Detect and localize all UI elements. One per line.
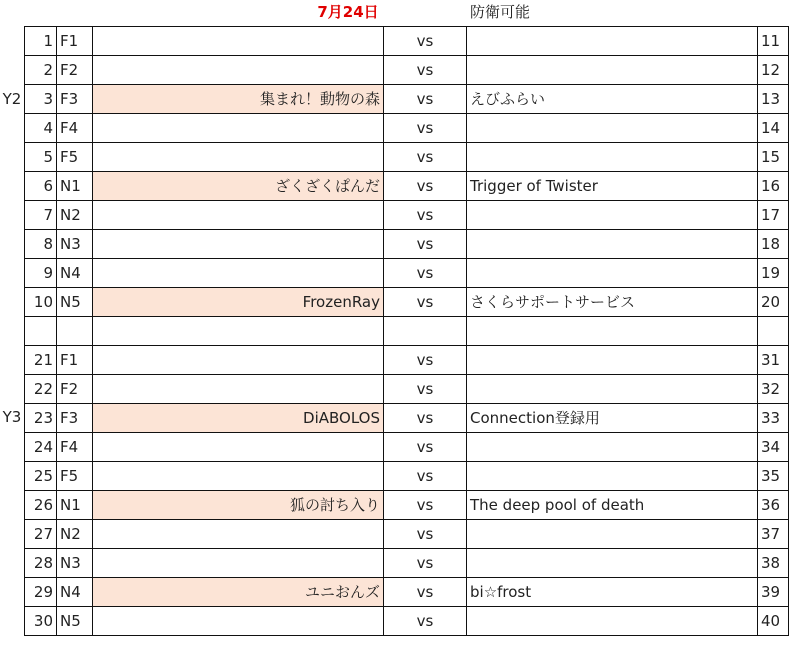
table-row [25,259,789,288]
home-team-cell[interactable] [93,549,384,578]
position-cell[interactable]: N4 [57,259,93,288]
away-team-cell[interactable] [467,375,758,404]
away-team-cell[interactable] [467,27,758,56]
separator-row [25,317,789,346]
away-team-cell[interactable] [467,259,758,288]
vs-cell[interactable]: vs [384,607,467,636]
table-row [25,346,789,375]
home-team-cell[interactable]: ざくざくぱんだ [93,172,384,201]
away-team-cell[interactable]: Connection登録用 [467,404,758,433]
opponent-number-cell[interactable]: 17 [758,201,789,230]
vs-cell[interactable]: vs [384,172,467,201]
match-number-cell[interactable] [25,317,57,346]
home-team-cell[interactable] [93,462,384,491]
home-team-cell[interactable] [93,56,384,85]
away-team-cell[interactable] [467,230,758,259]
opponent-number-cell[interactable]: 13 [758,85,789,114]
match-number-cell[interactable]: 21 [25,346,57,375]
home-team-cell[interactable] [93,375,384,404]
away-team-cell[interactable] [467,462,758,491]
opponent-number-cell[interactable]: 36 [758,491,789,520]
vs-cell[interactable]: vs [384,491,467,520]
vs-cell[interactable]: vs [384,230,467,259]
group-label-y2: Y2 [2,90,22,108]
match-number-cell[interactable]: 22 [25,375,57,404]
position-cell[interactable]: N5 [57,288,93,317]
opponent-number-cell[interactable]: 34 [758,433,789,462]
table-row [25,172,789,201]
match-number-cell[interactable]: 1 [25,27,57,56]
away-team-cell[interactable] [467,433,758,462]
table-row [25,375,789,404]
opponent-number-cell[interactable]: 16 [758,172,789,201]
home-team-cell[interactable] [93,259,384,288]
opponent-number-cell[interactable]: 40 [758,607,789,636]
vs-cell[interactable]: vs [384,201,467,230]
position-cell[interactable]: N1 [57,172,93,201]
home-team-cell[interactable] [93,607,384,636]
home-team-cell[interactable]: 狐の討ち入り [93,491,384,520]
match-number-cell[interactable]: 23 [25,404,57,433]
vs-cell[interactable]: vs [384,259,467,288]
table-row [25,491,789,520]
vs-cell[interactable]: vs [384,549,467,578]
table-row [25,578,789,607]
position-cell[interactable]: N3 [57,549,93,578]
position-cell[interactable]: F3 [57,404,93,433]
vs-cell[interactable]: vs [384,114,467,143]
position-cell[interactable]: N1 [57,491,93,520]
opponent-number-cell[interactable]: 12 [758,56,789,85]
match-number-cell[interactable]: 10 [25,288,57,317]
away-team-cell[interactable] [467,143,758,172]
home-team-cell[interactable] [93,230,384,259]
group-label-y3: Y3 [2,408,22,426]
position-cell[interactable]: F3 [57,85,93,114]
opponent-number-cell[interactable]: 32 [758,375,789,404]
match-number-cell[interactable]: 5 [25,143,57,172]
home-team-cell[interactable] [93,520,384,549]
table-row [25,85,789,114]
home-team-cell[interactable] [93,433,384,462]
match-number-cell[interactable]: 4 [25,114,57,143]
position-cell[interactable] [57,317,93,346]
table-row [25,404,789,433]
vs-cell[interactable] [384,317,467,346]
match-number-cell[interactable]: 6 [25,172,57,201]
match-number-cell[interactable]: 29 [25,578,57,607]
away-team-cell[interactable] [467,607,758,636]
home-team-cell[interactable] [93,114,384,143]
vs-cell[interactable]: vs [384,143,467,172]
table-row [25,56,789,85]
match-number-cell[interactable]: 27 [25,520,57,549]
table-row [25,520,789,549]
date-heading: 7月24日 [317,3,379,21]
opponent-number-cell[interactable] [758,317,789,346]
position-cell[interactable]: F2 [57,375,93,404]
match-table [24,26,789,636]
match-number-cell[interactable]: 8 [25,230,57,259]
position-cell[interactable]: F1 [57,27,93,56]
away-team-cell[interactable] [467,346,758,375]
opponent-number-cell[interactable]: 19 [758,259,789,288]
match-number-cell[interactable]: 24 [25,433,57,462]
away-team-cell[interactable]: bi☆frost [467,578,758,607]
vs-cell[interactable]: vs [384,462,467,491]
away-team-cell[interactable]: えびふらい [467,85,758,114]
defense-heading: 防衛可能 [470,3,531,21]
table-row [25,27,789,56]
opponent-number-cell[interactable]: 39 [758,578,789,607]
vs-cell[interactable]: vs [384,288,467,317]
home-team-cell[interactable]: DiABOLOS [93,404,384,433]
away-team-cell[interactable]: Trigger of Twister [467,172,758,201]
opponent-number-cell[interactable]: 18 [758,230,789,259]
table-row [25,607,789,636]
table-row [25,143,789,172]
vs-cell[interactable]: vs [384,85,467,114]
table-row [25,230,789,259]
away-team-cell[interactable]: The deep pool of death [467,491,758,520]
match-number-cell[interactable]: 9 [25,259,57,288]
home-team-cell[interactable]: FrozenRay [93,288,384,317]
opponent-number-cell[interactable]: 35 [758,462,789,491]
vs-cell[interactable]: vs [384,375,467,404]
home-team-cell[interactable] [93,346,384,375]
table-row [25,114,789,143]
vs-cell[interactable]: vs [384,578,467,607]
away-team-cell[interactable] [467,520,758,549]
match-number-cell[interactable]: 26 [25,491,57,520]
home-team-cell[interactable] [93,201,384,230]
opponent-number-cell[interactable]: 20 [758,288,789,317]
table-row [25,462,789,491]
away-team-cell[interactable] [467,317,758,346]
position-cell[interactable]: N2 [57,520,93,549]
position-cell[interactable]: N2 [57,201,93,230]
match-number-cell[interactable]: 28 [25,549,57,578]
away-team-cell[interactable] [467,549,758,578]
opponent-number-cell[interactable]: 38 [758,549,789,578]
away-team-cell[interactable] [467,201,758,230]
opponent-number-cell[interactable]: 33 [758,404,789,433]
position-cell[interactable]: F5 [57,143,93,172]
away-team-cell[interactable] [467,56,758,85]
position-cell[interactable]: N5 [57,607,93,636]
position-cell[interactable]: F4 [57,114,93,143]
home-team-cell[interactable]: 集まれ！動物の森 [93,85,384,114]
position-cell[interactable]: F1 [57,346,93,375]
home-team-cell[interactable] [93,317,384,346]
match-number-cell[interactable]: 2 [25,56,57,85]
match-number-cell[interactable]: 25 [25,462,57,491]
opponent-number-cell[interactable]: 14 [758,114,789,143]
home-team-cell[interactable]: ユニおんズ [93,578,384,607]
opponent-number-cell[interactable]: 11 [758,27,789,56]
opponent-number-cell[interactable]: 37 [758,520,789,549]
table-row [25,433,789,462]
opponent-number-cell[interactable]: 15 [758,143,789,172]
vs-cell[interactable]: vs [384,520,467,549]
position-cell[interactable]: F4 [57,433,93,462]
vs-cell[interactable]: vs [384,433,467,462]
opponent-number-cell[interactable]: 31 [758,346,789,375]
position-cell[interactable]: N3 [57,230,93,259]
table-row [25,549,789,578]
vs-cell[interactable]: vs [384,404,467,433]
away-team-cell[interactable]: さくらサポートサービス [467,288,758,317]
match-number-cell[interactable]: 3 [25,85,57,114]
match-number-cell[interactable]: 7 [25,201,57,230]
vs-cell[interactable]: vs [384,27,467,56]
vs-cell[interactable]: vs [384,346,467,375]
home-team-cell[interactable] [93,27,384,56]
away-team-cell[interactable] [467,114,758,143]
position-cell[interactable]: F2 [57,56,93,85]
home-team-cell[interactable] [93,143,384,172]
vs-cell[interactable]: vs [384,56,467,85]
table-row [25,201,789,230]
position-cell[interactable]: N4 [57,578,93,607]
table-row [25,288,789,317]
position-cell[interactable]: F5 [57,462,93,491]
match-number-cell[interactable]: 30 [25,607,57,636]
